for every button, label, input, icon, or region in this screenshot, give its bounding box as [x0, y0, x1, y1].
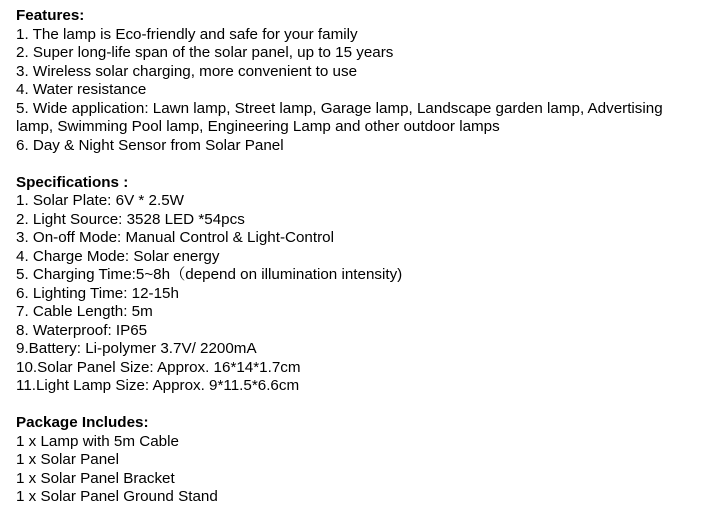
package-heading: Package Includes:	[16, 414, 149, 431]
package-item: 1 x Solar Panel Bracket	[16, 469, 175, 487]
spec-item: 9.Battery: Li-polymer 3.7V/ 2200mA	[16, 340, 257, 357]
package-item: 1 x Lamp with 5m Cable	[16, 432, 179, 450]
spec-item: 3. On-off Mode: Manual Control & Light-Control	[16, 229, 334, 246]
feature-item: 5. Wide application: Lawn lamp, Street lamp, Garage lamp, Landscape garden lamp, Advertising lamp, Swimming Pool lamp, Engineering Lamp and other outdoor lamps	[16, 99, 663, 135]
spec-item: 11.Light Lamp Size: Approx. 9*11.5*6.6cm	[16, 377, 300, 394]
features-section	[16, 7, 704, 155]
features-heading: Features:	[16, 7, 85, 24]
feature-item: 4. Water resistance	[16, 81, 147, 98]
package-item: 1 x Solar Panel	[16, 451, 119, 468]
package-section	[16, 414, 704, 507]
spec-item: 8. Waterproof: IP65	[16, 321, 148, 339]
feature-item: 3. Wireless solar charging, more convenient to use	[16, 62, 358, 80]
spec-item: 10.Solar Panel Size: Approx. 16*14*1.7cm	[16, 358, 301, 376]
specifications-section	[16, 174, 704, 396]
specifications-heading: Specifications :	[16, 173, 129, 191]
spec-item: 6. Lighting Time: 12-15h	[16, 284, 179, 302]
product-description	[16, 7, 704, 507]
section-spacer	[16, 155, 704, 174]
spec-item: 4. Charge Mode: Solar energy	[16, 247, 220, 265]
spec-item: 1. Solar Plate: 6V * 2.5W	[16, 192, 184, 209]
feature-item: 6. Day & Night Sensor from Solar Panel	[16, 136, 284, 154]
spec-item: 7. Cable Length: 5m	[16, 303, 153, 320]
feature-item: 2. Super long-life span of the solar panel, up to 15 years	[16, 44, 394, 61]
package-item: 1 x Solar Panel Ground Stand	[16, 488, 218, 505]
section-spacer	[16, 396, 704, 415]
spec-item: 2. Light Source: 3528 LED *54pcs	[16, 210, 245, 228]
spec-item: 5. Charging Time:5~8h（depend on illumination intensity)	[16, 266, 403, 283]
feature-item: 1. The lamp is Eco-friendly and safe for your family	[16, 25, 358, 43]
